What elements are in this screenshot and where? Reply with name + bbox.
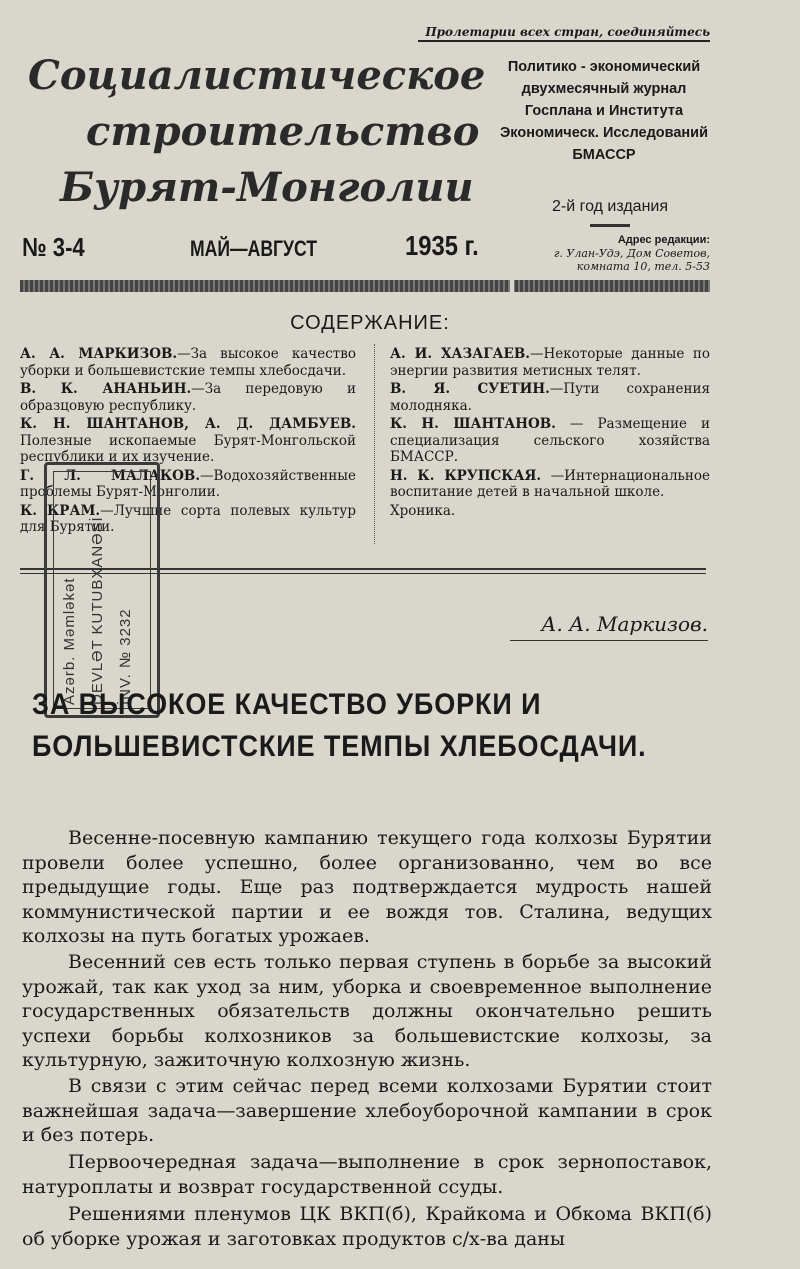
contents-author: В. Я. СУЕТИН. xyxy=(390,381,550,397)
address-line: комната 10, тел. 5-53 xyxy=(576,260,710,273)
stamp-line: DEVLƏT KUTUBXANƏSİ xyxy=(89,516,106,705)
article-paragraph: В связи с этим сейчас перед всеми колхозами Бурятии стоит важнейшая задача—завершение хлебоуборочной кампании в срок и без потерь. xyxy=(22,1075,712,1146)
contents-entry xyxy=(390,468,710,501)
contents-heading: СОДЕРЖАНИЕ: xyxy=(290,312,450,334)
contents-title: Хроника. xyxy=(390,502,456,519)
contents-author: Г. Л. МАЛАКОВ. xyxy=(20,467,201,484)
description-line: БМАССР xyxy=(572,147,636,163)
contents-author: В. К. АНАНЬИН. xyxy=(20,381,192,397)
editorial-address xyxy=(500,234,710,273)
article-author: А. А. Маркизов. xyxy=(541,612,708,636)
address-line: г. Улан-Удэ, Дом Советов, xyxy=(553,247,710,260)
contents-title: —За высокое качество уборки и большевистские темпы хлебосдачи. xyxy=(20,346,356,379)
slogan: Пролетарии всех стран, соединяйтесь xyxy=(418,24,710,42)
description-line: Политико - экономический xyxy=(507,59,701,75)
article-paragraph: Первоочередная задача—выполнение в срок зернопоставок, натуроплаты и возврат государственной ссуды. xyxy=(22,1151,712,1198)
journal-title-line-3: Бурят-Монголии xyxy=(60,164,474,211)
description-line: Экономическ. Исследований xyxy=(499,125,709,141)
contents-entry xyxy=(390,346,710,379)
contents-author: А. А. МАРКИЗОВ. xyxy=(20,346,178,362)
article-title-line: БОЛЬШЕВИСТСКИЕ ТЕМПЫ ХЛЕБОСДАЧИ. xyxy=(32,730,647,763)
contents-entry xyxy=(20,346,356,379)
description-line: Госплана и Института xyxy=(524,103,684,119)
contents-author: К. КРАМ. xyxy=(20,502,101,519)
contents-title: —За передовую и образцовую республику. xyxy=(20,381,356,414)
article-paragraph: Весенне-посевную кампанию текущего года колхозы Бурятии провели более успешно, более организованно, чем во все предыдущие годы. Еще раз подтверждается мудрость нашей коммунистической партии и ее вождя тов. Сталина, ведущих колхозы на путь богатых урожаев. xyxy=(22,827,712,947)
contents-title: —Водохозяйственные проблемы Бурят-Монголии. xyxy=(20,467,356,500)
contents-author: А. И. ХАЗАГАЕВ. xyxy=(390,346,530,362)
author-rule xyxy=(510,640,708,641)
journal-description xyxy=(498,56,710,166)
contents-author: К. Н. ШАНТАНОВ. xyxy=(390,416,556,432)
contents-author: Н. К. КРУПСКАЯ. xyxy=(390,467,542,484)
contents-entry xyxy=(390,416,710,466)
issue-year: 1935 г. xyxy=(405,230,479,261)
header-divider-bar xyxy=(20,280,710,292)
issue-months: МАЙ—АВГУСТ xyxy=(190,236,317,261)
library-stamp-text xyxy=(56,465,140,705)
contents-entry xyxy=(20,381,356,414)
contents-entry xyxy=(20,416,356,466)
article-title xyxy=(32,684,653,768)
contents-title: —Интернациональное воспитание детей в начальной школе. xyxy=(390,467,710,500)
address-heading: Адрес редакции: xyxy=(617,234,710,246)
stamp-line: İNV. № 3232 xyxy=(117,608,134,705)
contents-column-divider xyxy=(374,344,376,544)
article-paragraph: Решениями пленумов ЦК ВКП(б), Крайкома и Обкома ВКП(б) об уборке урожая и заготовках продуктов с/х-ва даны xyxy=(22,1203,712,1250)
edition-rule xyxy=(590,224,630,227)
edition-year: 2-й год издания xyxy=(551,198,668,215)
contents-title: —Пути сохранения молодняка. xyxy=(390,381,710,414)
article-title-line: ЗА ВЫСОКОЕ КАЧЕСТВО УБОРКИ И xyxy=(32,688,542,721)
contents-title: —Лучшие сорта полевых культур для Бурятии. xyxy=(20,502,356,535)
article-paragraph: Весенний сев есть только первая ступень в борьбе за высокий урожай, так как уход за ним, уборка и своевременное выполнение государственных обязательств должны окончательно решить успехи борьбы колхозников за большевистские колхозы, за культурную, зажиточную колхозную жизнь. xyxy=(22,951,712,1071)
issue-number: № 3-4 xyxy=(22,232,85,262)
contents-entry xyxy=(390,381,710,414)
contents-author: К. Н. ШАНТАНОВ, А. Д. ДАМБУЕВ. xyxy=(20,416,356,432)
contents-title: —Некоторые данные по энергии развития метисных телят. xyxy=(390,346,710,379)
header-divider-gap xyxy=(510,280,514,292)
contents-right-column xyxy=(390,346,710,521)
journal-title-line-2: строительство xyxy=(86,108,480,155)
stamp-line: Azərb. Məmləkət xyxy=(61,577,78,705)
description-line: двухмесячный журнал xyxy=(521,81,687,97)
contents-title: — Размещение и специализация сельского хозяйства БМАССР. xyxy=(390,416,710,465)
contents-title: Полезные ископаемые Бурят-Монгольской республики и их изучение. xyxy=(20,432,356,465)
journal-title-line-1: Социалистическое xyxy=(28,52,486,99)
contents-entry xyxy=(390,503,710,520)
